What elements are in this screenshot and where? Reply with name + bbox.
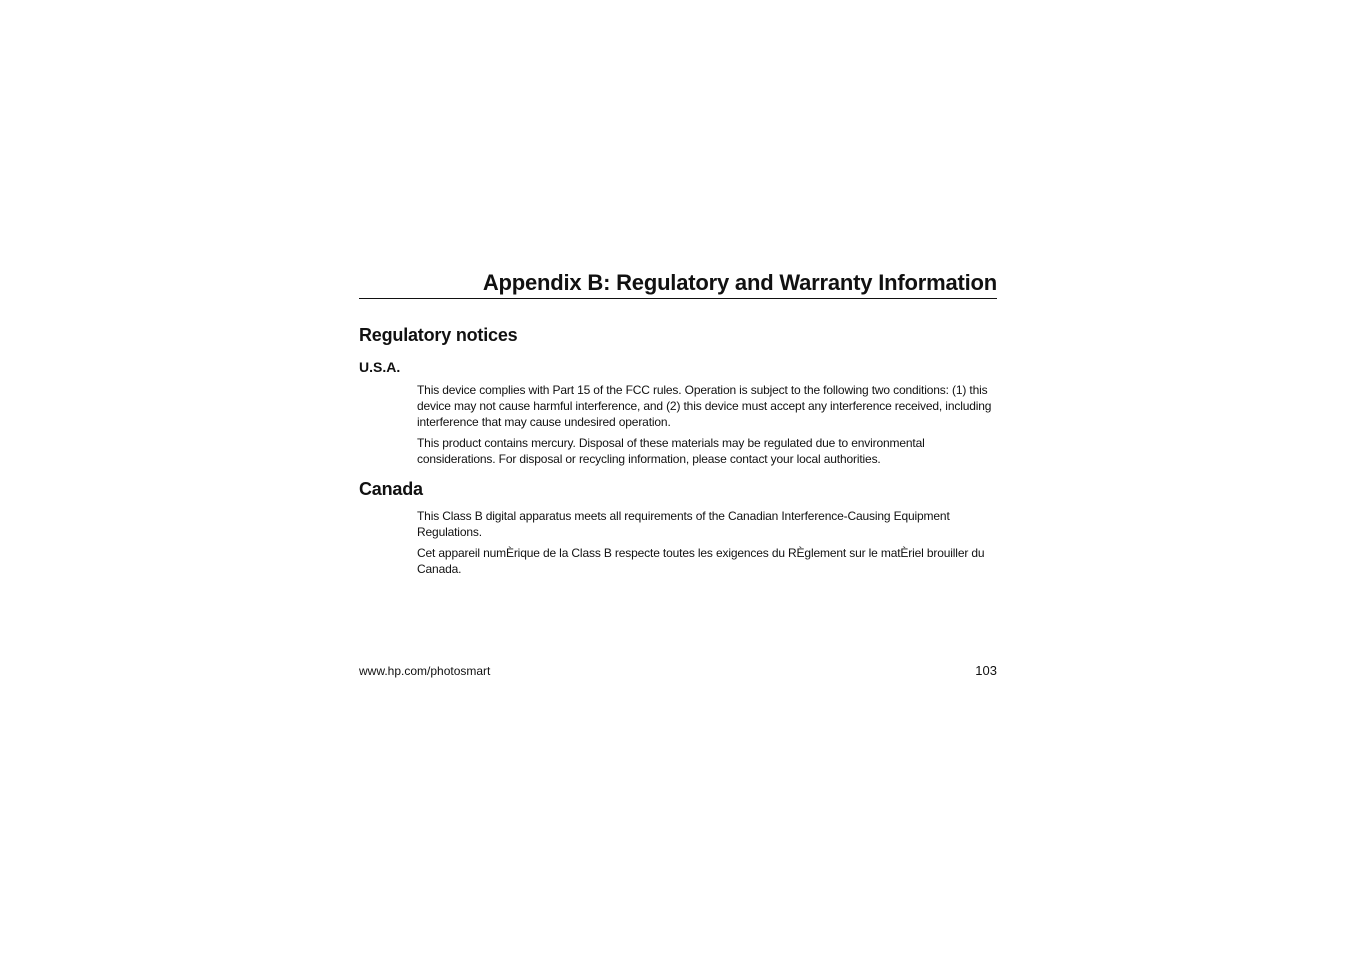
document-page	[359, 0, 997, 954]
canada-english-paragraph: This Class B digital apparatus meets all requirements of the Canadian Interference-Causing Equipment Regulations.	[417, 509, 950, 539]
section-heading-regulatory-notices: Regulatory notices	[359, 325, 518, 345]
canada-french-paragraph: Cet appareil numÈrique de la Class B respecte toutes les exigences du RÈglement sur le matÈriel brouiller du Canada.	[417, 546, 985, 576]
chapter-title: Appendix B: Regulatory and Warranty Information	[482, 270, 997, 295]
usa-mercury-paragraph: This product contains mercury. Disposal of these materials may be regulated due to environmental considerations. For disposal or recycling information, please contact your local authorities.	[417, 436, 925, 466]
subsection-heading-usa: U.S.A.	[359, 359, 401, 375]
section-heading-canada: Canada	[359, 479, 423, 499]
usa-fcc-paragraph: This device complies with Part 15 of the FCC rules. Operation is subject to the following two conditions: (1) this device may not cause harmful interference, and (2) this device must accept any interference received, including interference that may cause undesired operation.	[417, 383, 992, 429]
page-number: 103	[975, 663, 997, 678]
title-rule	[359, 298, 997, 299]
footer-url: www.hp.com/photosmart	[359, 664, 491, 678]
